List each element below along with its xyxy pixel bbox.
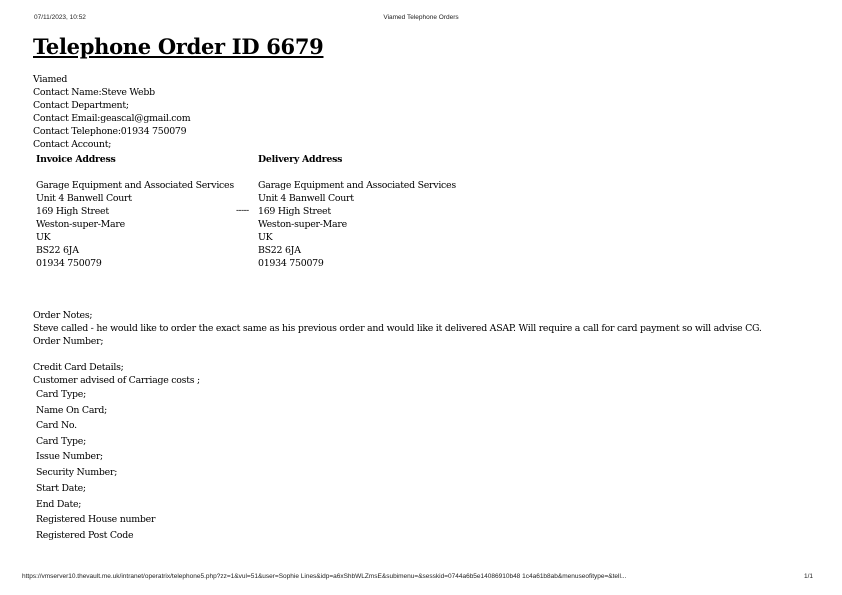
invoice-address-heading: Invoice Address <box>36 154 116 165</box>
invoice-address-line: UK <box>36 232 51 243</box>
payment-field: Security Number; <box>36 467 118 478</box>
invoice-address-line: Unit 4 Banwell Court <box>36 193 132 204</box>
delivery-address-line: Weston-super-Mare <box>258 219 347 230</box>
contact-department: Contact Department; <box>33 100 129 111</box>
page-number: 1/1 <box>804 573 814 580</box>
payment-field: End Date; <box>36 499 82 510</box>
contact-telephone: Contact Telephone:01934 750079 <box>33 126 187 137</box>
delivery-address-line: UK <box>258 232 273 243</box>
payment-field: Card Type; <box>36 389 86 400</box>
order-notes-label: Order Notes; <box>33 310 93 321</box>
print-page-title: Viamed Telephone Orders <box>383 14 459 21</box>
order-notes-text: Steve called - he would like to order the exact same as his previous order and would like it delivered ASAP. Will require a call for card payment so will advise CG. <box>33 323 762 334</box>
contact-email: Contact Email:geascal@gmail.com <box>33 113 191 124</box>
delivery-address-line: 169 High Street <box>258 206 331 217</box>
delivery-address-line: BS22 6JA <box>258 245 301 256</box>
invoice-address-line: Weston-super-Mare <box>36 219 125 230</box>
page-title: Telephone Order ID 6679 <box>33 34 324 59</box>
payment-field: Registered Post Code <box>36 530 134 541</box>
payment-field: Start Date; <box>36 483 86 494</box>
carriage-costs-label: Customer advised of Carriage costs ; <box>33 375 200 386</box>
print-url: https://vmserver10.thevault.me.uk/intranet/operatrix/telephone5.php?zz=1&vul=51&user=Sophie Lines&idp=a6xShbWLZmsE&subimenu=&sesskid=0744a6b5e14086910b48 1c4a61b8ab&menuseofitype=&tell... <box>22 573 627 580</box>
payment-field: Registered House number <box>36 514 156 525</box>
order-number-label: Order Number; <box>33 336 104 347</box>
address-separator: ----- <box>236 206 249 216</box>
credit-card-details-label: Credit Card Details; <box>33 362 124 373</box>
payment-field: Issue Number; <box>36 451 103 462</box>
invoice-address-line: 169 High Street <box>36 206 109 217</box>
payment-field: Name On Card; <box>36 405 108 416</box>
payment-field: Card Type; <box>36 436 86 447</box>
company-name: Viamed <box>33 74 68 85</box>
contact-name: Contact Name:Steve Webb <box>33 87 155 98</box>
invoice-address-line: 01934 750079 <box>36 258 102 269</box>
delivery-address-line: Unit 4 Banwell Court <box>258 193 354 204</box>
delivery-address-heading: Delivery Address <box>258 154 343 165</box>
print-date: 07/11/2023, 10:52 <box>34 14 86 21</box>
invoice-address-line: BS22 6JA <box>36 245 79 256</box>
payment-field: Card No. <box>36 420 77 431</box>
delivery-address-line: 01934 750079 <box>258 258 324 269</box>
delivery-address-line: Garage Equipment and Associated Services <box>258 180 456 191</box>
contact-account: Contact Account; <box>33 139 112 150</box>
invoice-address-line: Garage Equipment and Associated Services <box>36 180 234 191</box>
